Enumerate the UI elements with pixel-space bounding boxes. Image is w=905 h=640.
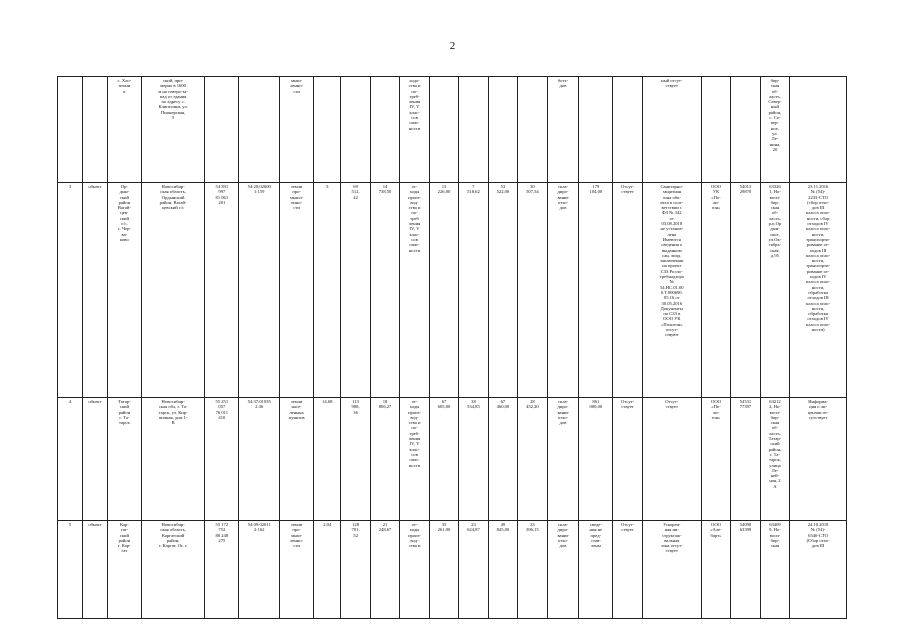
waste-facilities-table (57, 76, 847, 619)
table-row (58, 398, 847, 521)
column-c17-cell (579, 77, 613, 183)
column-c20-cell (701, 521, 730, 619)
column-c13-text: 23 624,87 (467, 522, 480, 533)
row-number-cell (58, 398, 83, 521)
column-c21-cell (731, 398, 760, 521)
waste-class-cell (400, 77, 429, 183)
monitoring-info-cell (642, 521, 701, 619)
cadastral-number-cell (239, 398, 280, 521)
object-type-text: объект (88, 184, 102, 189)
oktmo-code-cell (205, 77, 239, 183)
column-c8-cell (314, 521, 341, 619)
table-row (58, 183, 847, 398)
cadastral-number-text: 54:09:02011 2:162 (247, 522, 271, 533)
column-c15-text: 28 452,20 (526, 399, 539, 410)
column-c20-text: ООО «Але- барт» (710, 522, 722, 538)
column-c21-cell (731, 521, 760, 619)
monitoring-info-cell (642, 77, 701, 183)
column-c17-cell (579, 398, 613, 521)
column-c23-text: 23.11.2016 № (54)- 2233-СТО (сбор отхо- дов III класса опас- ности, сбор отходов IV класса опас- ности, транспорти- рование от- ходов III класса опас- ности, транспорти- рование от- ходов IV класса опас- ности, обработка отходов III класса опас- ности, обработка отходов IV класса опас- ности) (805, 184, 831, 333)
column-c8-cell (314, 77, 341, 183)
object-address-text: Новосибир- ская область, Ордынский район, Вагай- цевский с/с (159, 184, 187, 211)
row-number-text: 3 (68, 184, 72, 189)
object-name-text: Ор- дын- ский район Вагай- цев- ский с/с, с. Чер- ва- ково (117, 184, 131, 242)
column-c22-cell (760, 183, 789, 398)
column-c18-cell (613, 77, 642, 183)
column-c18-text: Отсут- ствует (620, 399, 635, 410)
waste-class-cell (400, 521, 429, 619)
cadastral-number-cell (239, 521, 280, 619)
column-c15-cell (518, 77, 547, 183)
column-c12-cell (429, 398, 458, 521)
column-c15-cell (518, 183, 547, 398)
column-c12-text: 35 261,00 (437, 522, 451, 533)
column-c21-text: 54531 77397 (739, 399, 752, 410)
column-c22-cell (760, 521, 789, 619)
monitoring-info-text: Отсут- ствует (665, 399, 679, 410)
waste-class-text: от- ходы произ- вод- ства и по- треб- ления IV, V клас- сов опас- ности (408, 399, 421, 468)
column-c17-text: сведе- ния не пред- став- лены (589, 522, 603, 549)
waste-class-cell (400, 183, 429, 398)
column-c8-text: 3 (326, 184, 329, 189)
land-category-cell (280, 77, 314, 183)
oktmo-code-cell (205, 521, 239, 619)
object-type-text: объект (88, 522, 102, 527)
object-name-cell (107, 521, 141, 619)
column-c8-cell (314, 183, 341, 398)
disposal-method-text: скла- диро- вание отхо- дов (557, 399, 569, 426)
object-name-text: с. Хло- птони в (117, 78, 132, 94)
row-number-cell (58, 183, 83, 398)
column-c13-cell (459, 398, 488, 521)
disposal-method-cell (547, 183, 579, 398)
oktmo-code-text: 55 172 752 80 248 275 (215, 522, 229, 543)
column-c8-text: 14,68 (322, 399, 333, 404)
column-c18-text: Отсут- ствует (620, 184, 635, 195)
column-c14-text: 49 845,00 (496, 522, 510, 533)
land-category-cell (280, 398, 314, 521)
column-c17-text: 179 104,00 (589, 184, 603, 195)
land-category-text: земли про- мышл- енно- сти (289, 184, 304, 211)
object-type-cell (82, 398, 107, 521)
column-c20-cell (701, 398, 730, 521)
object-type-cell (82, 183, 107, 398)
column-c10-text: 18 806,27 (378, 399, 392, 410)
disposal-method-text: ботх- дов (557, 78, 569, 89)
column-c14-cell (488, 398, 517, 521)
land-category-text: земли про- мыш- ленно- сти (290, 522, 304, 549)
column-c15-text: 33 396,15 (526, 522, 539, 533)
column-c22-text: бир- ская об- ласть, Север- ный район, с. Се- вер- ное, ул. Ле- нина, 20 (768, 78, 782, 152)
land-category-text: земли насе- ленных пунктов (288, 399, 305, 420)
object-name-text: Кар- гат- ский район г. Кар- гат (118, 522, 131, 554)
disposal-method-cell (547, 77, 579, 183)
column-c10-cell (370, 398, 399, 521)
column-c12-cell (429, 77, 458, 183)
column-c23-cell (790, 521, 847, 619)
column-c22-text: 63326 1, Но- воси- бир- ская об- ласть, р.п.Ор дын- ское, ул.Ок- тябрь- ская, д.95 (768, 184, 782, 258)
column-c20-text: ООО «По- ли- гон» (711, 399, 721, 420)
row-number-cell (58, 521, 83, 619)
object-address-cell (141, 77, 204, 183)
column-c21-text: 54090 63399 (739, 522, 752, 533)
object-name-cell (107, 77, 141, 183)
column-c12-cell (429, 183, 458, 398)
column-c9-cell (341, 521, 370, 619)
column-c15-cell (518, 398, 547, 521)
land-category-text: мыш- ленно- сти (290, 78, 304, 94)
column-c9-cell (341, 77, 370, 183)
oktmo-code-cell (205, 183, 239, 398)
column-c18-cell (613, 521, 642, 619)
column-c22-text: 63409 9, Но- воси- бир- ская (769, 522, 781, 549)
column-c10-cell (370, 183, 399, 398)
column-c14-text: 53 522,00 (496, 184, 510, 195)
waste-class-cell (400, 398, 429, 521)
object-address-text: Новосибир- ская область, Каргатский район, г. Каргат, Ог. г. (158, 522, 188, 549)
waste-class-text: хода- ства и по- треб- ления IV, V клас- сов опас- ности (408, 78, 421, 131)
object-type-cell (82, 77, 107, 183)
column-c13-cell (459, 521, 488, 619)
column-c23-text: 24.10.2018 № (54)- 6540-СТО (Сбор отхо- дов III (806, 522, 830, 549)
column-c9-cell (341, 183, 370, 398)
disposal-method-cell (547, 521, 579, 619)
object-name-cell (107, 398, 141, 521)
column-c22-cell (760, 398, 789, 521)
column-c21-text: 54013 29870 (739, 184, 752, 195)
column-c22-text: 63212 2, Но- воси- бир- ская об- ласть, Татар- ский район, г. Та- тарск, улица Ле- ней- ная, 2 А (768, 399, 782, 489)
column-c18-text: Отсут- ствует (620, 522, 635, 533)
column-c20-cell (701, 183, 730, 398)
column-c10-cell (370, 77, 399, 183)
disposal-method-text: скла- диро- вание отхо- дов (557, 522, 569, 549)
cadastral-number-cell (239, 77, 280, 183)
object-type-text: объект (88, 399, 102, 404)
column-c15-text: 30 507,54 (526, 184, 539, 195)
column-c14-text: 67 460,00 (496, 399, 510, 410)
oktmo-code-cell (205, 398, 239, 521)
column-c17-cell (579, 183, 613, 398)
object-address-cell (141, 398, 204, 521)
column-c17-cell (579, 521, 613, 619)
column-c8-text: 2,04 (323, 522, 332, 527)
column-c14-cell (488, 77, 517, 183)
object-name-cell (107, 183, 141, 398)
column-c21-cell (731, 77, 760, 183)
column-c13-text: 7 518,62 (467, 184, 480, 195)
column-c17-text: 861 000,00 (589, 399, 603, 410)
column-c21-cell (731, 183, 760, 398)
monitoring-info-cell (642, 183, 701, 398)
cadastral-number-text: 54:37:01035 2:36 (247, 399, 271, 410)
object-name-text: Татар- ский район г. Та- тарск (118, 399, 131, 426)
object-address-cell (141, 521, 204, 619)
object-address-text: Новосибир- ская обл, г. Та- тарск, ул. Кир- пичная, дом 1- В (158, 399, 188, 426)
waste-class-text: от- ходы произ- вод- ства и (408, 522, 421, 549)
table-row (58, 521, 847, 619)
column-c9-text: 128 701, 52 (351, 522, 360, 538)
object-address-text: ский, при- мерно в 1600 м на северо-за- пад от здания по адресу с. Клиптоани, ул. Пионерская, 5 (158, 78, 188, 121)
column-c14-cell (488, 521, 517, 619)
column-c9-cell (341, 398, 370, 521)
column-c18-cell (613, 183, 642, 398)
column-c13-cell (459, 183, 488, 398)
land-category-cell (280, 521, 314, 619)
row-number-text: 4 (68, 399, 72, 404)
monitoring-info-text: Ускорен- ная ин- структаж- вальная зона отсут- ствует (660, 522, 683, 554)
row-number-cell (58, 77, 83, 183)
cadastral-number-text: 54:20:02600 1:159 (247, 184, 271, 195)
column-c9-text: 69 512, 42 (351, 184, 360, 200)
column-c9-text: 113 908, 36 (351, 399, 360, 415)
column-c15-cell (518, 521, 547, 619)
column-c22-cell (760, 77, 789, 183)
column-c23-cell (790, 398, 847, 521)
monitoring-info-text: Санитарно- защитная зона объ- екта в соот- ветствии с ФЗ № 342 от 03.08.2018 не установ- лена Имеются сведения о выданном сан. эпид. заключении на проект СЗЗ Роспо- требнадзора № 54.НС.01.00 0.Т.000690. 05.16 от 30.05.2016 Документы по СЗЗ в ООО УК «Полигон» отсут- ствуют (659, 184, 684, 338)
column-c20-text: ООО УК «По- ли- гон» (711, 184, 721, 211)
column-c14-cell (488, 183, 517, 398)
monitoring-info-text: ный отсут- ствует (661, 78, 683, 89)
oktmo-code-text: 55 251 057 76 011 410 (215, 399, 229, 420)
column-c13-text: 38 534,85 (467, 399, 480, 410)
disposal-method-text: скла- диро- вание отхо- дов (557, 184, 569, 211)
object-address-cell (141, 183, 204, 398)
column-c23-cell (790, 77, 847, 183)
row-number-text: 5 (68, 522, 72, 527)
oktmo-code-text: 54 391 997 81 061 201 (215, 184, 229, 205)
column-c10-cell (370, 521, 399, 619)
column-c12-text: 67 605,00 (437, 399, 451, 410)
object-type-cell (82, 521, 107, 619)
disposal-method-cell (547, 398, 579, 521)
column-c23-text: Информа- ция о ли- цензии от- сутствует (807, 399, 829, 420)
column-c18-cell (613, 398, 642, 521)
column-c10-text: 21 248,67 (378, 522, 392, 533)
waste-class-text: от- ходы произ- вод- ства и по- треб ления IV, V клас- сов опас- ности (408, 184, 421, 253)
table-row (58, 77, 847, 183)
page-number: 2 (449, 40, 456, 52)
column-c23-cell (790, 183, 847, 398)
column-c12-cell (429, 521, 458, 619)
land-category-cell (280, 183, 314, 398)
column-c12-text: 13 226,00 (437, 184, 451, 195)
cadastral-number-cell (239, 183, 280, 398)
monitoring-info-cell (642, 398, 701, 521)
column-c8-cell (314, 398, 341, 521)
column-c20-cell (701, 77, 730, 183)
column-c10-text: 14 738,50 (378, 184, 392, 195)
column-c13-cell (459, 77, 488, 183)
